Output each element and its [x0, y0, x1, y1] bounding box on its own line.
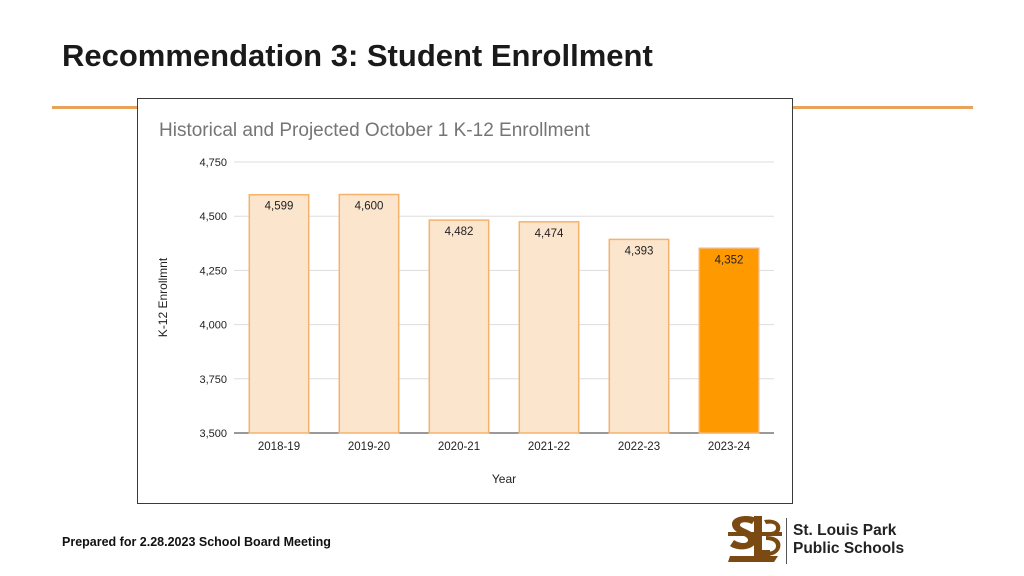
bar-2019-20 [339, 195, 398, 433]
bar-data-label: 4,482 [444, 226, 474, 239]
bar-2023-24 [699, 248, 758, 433]
slide-title: Recommendation 3: Student Enrollment [62, 38, 653, 73]
bar-2020-21 [429, 220, 488, 433]
y-tick-label: 4,750 [199, 157, 227, 169]
bar-data-label: 4,600 [354, 200, 384, 213]
bar-2021-22 [519, 222, 578, 433]
x-axis-ticks [258, 441, 751, 453]
bar-data-labels [265, 201, 744, 267]
x-tick-label: 2021-22 [527, 441, 571, 453]
bar-data-label: 4,599 [264, 200, 294, 213]
x-axis-label: Year [491, 472, 517, 486]
bar-data-label: 4,352 [714, 254, 744, 267]
logo-text [793, 522, 904, 558]
y-axis-ticks [199, 157, 227, 440]
slp-monogram-icon [726, 512, 784, 568]
grid-lines [234, 162, 774, 433]
y-tick-label: 4,000 [199, 319, 227, 332]
bar-2022-23 [609, 239, 668, 433]
bar-data-label: 4,474 [534, 227, 564, 240]
chart-title: Historical and Projected October 1 K-12 Enrollment [159, 120, 590, 141]
y-tick-label: 4,250 [199, 265, 227, 278]
y-axis-label: K-12 Enrollmnt [156, 257, 170, 338]
x-tick-label: 2022-23 [617, 441, 661, 453]
chart-canvas [138, 99, 792, 503]
y-tick-label: 4,500 [199, 211, 227, 224]
x-tick-label: 2018-19 [257, 441, 301, 453]
x-tick-label: 2019-20 [347, 441, 391, 453]
x-tick-label: 2023-24 [707, 441, 751, 453]
bars [249, 195, 758, 433]
logo-divider [786, 518, 787, 564]
y-tick-label: 3,750 [199, 373, 227, 386]
enrollment-chart [137, 98, 793, 504]
logo-line-1: St. Louis Park [793, 522, 897, 539]
district-logo [726, 512, 926, 568]
bar-data-label: 4,393 [624, 245, 654, 258]
footer-note: Prepared for 2.28.2023 School Board Meeting [62, 535, 331, 549]
x-tick-label: 2020-21 [437, 441, 481, 453]
logo-line-2: Public Schools [793, 540, 905, 557]
bar-2018-19 [249, 195, 308, 433]
y-tick-label: 3,500 [199, 428, 227, 440]
